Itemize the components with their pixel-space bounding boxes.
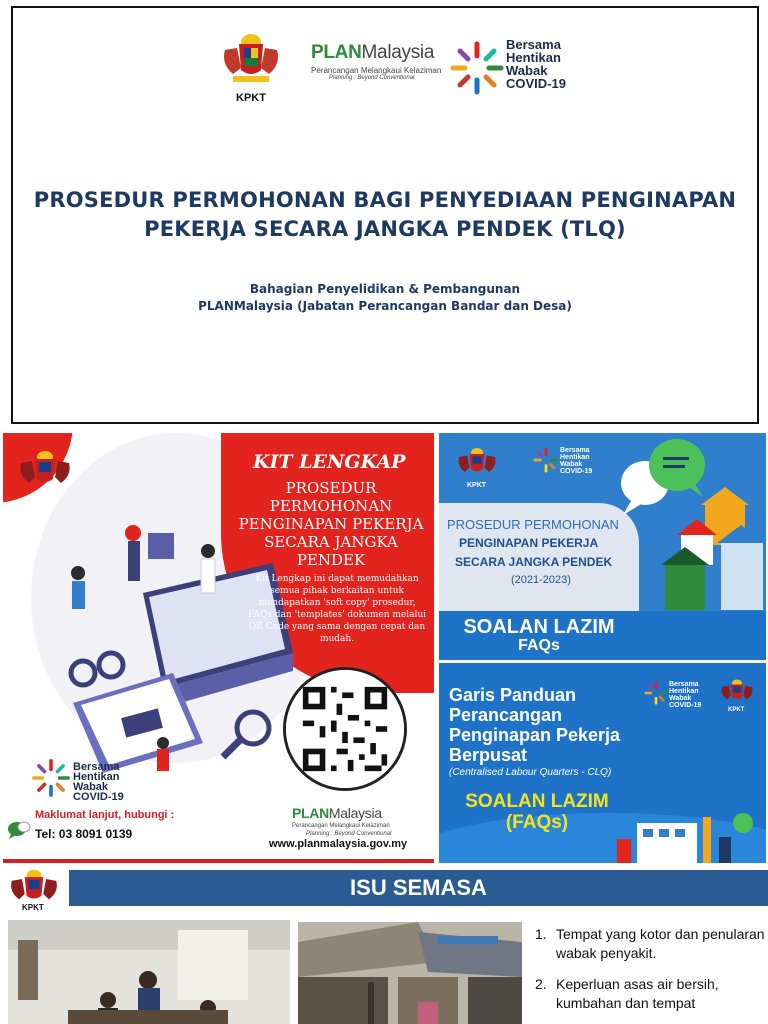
kit-covid-line-2: Hentikan: [73, 771, 120, 783]
kpkt-label: KPKT: [236, 92, 266, 104]
faq1-line-4: (2021-2023): [511, 574, 571, 586]
slide-subtitle-line-2: PLANMalaysia (Jabatan Perancangan Bandar dan Desa): [198, 299, 572, 313]
faq2-covid-line-3: Wabak: [669, 695, 692, 702]
kit-contact-label: Maklumat lanjut, hubungi :: [35, 809, 175, 821]
faq2-building-illustration-icon: [607, 803, 766, 863]
covid-line-2: Hentikan: [506, 50, 561, 65]
covid-campaign-logo: [449, 30, 589, 100]
faq1-faqs: FAQs: [518, 637, 560, 654]
covid-line-1: Bersama: [506, 37, 561, 52]
list-item-text: Keperluan asas air bersih, kumbahan dan tempat: [556, 976, 719, 1011]
list-item-number: 1.: [535, 926, 547, 942]
faq2-faqs-text: (FAQs): [505, 812, 569, 833]
faq1-covid-line-2: Hentikan: [560, 454, 590, 461]
faq2-covid-line-1: Bersama: [669, 681, 699, 688]
kit-heading-line-4: SECARA JANGKA PENDEK: [264, 533, 398, 569]
isu-kpkt-label: KPKT: [22, 903, 44, 912]
kit-planmalaysia-logo: [292, 805, 391, 837]
plan-light: Malaysia: [361, 42, 435, 63]
faq2-subtitle: (Centralised Labour Quarters - CLQ): [449, 767, 612, 778]
faq1-soalan-lazim: SOALAN LAZIM: [463, 616, 615, 638]
slide-title: [13, 186, 757, 244]
kit-heading: [231, 479, 431, 569]
faq1-covid-burst-icon: [533, 447, 559, 473]
faq2-covid-line-2: Hentikan: [669, 688, 699, 695]
slide-subtitle-line-1: Bahagian Penyelidikan & Pembangunan: [249, 282, 521, 296]
kit-covid-line-4: COVID-19: [73, 791, 124, 803]
kit-plan-tagline-en: Planning : Beyond Conventional: [306, 831, 392, 837]
faq1-covid-line-1: Bersama: [560, 447, 590, 454]
plan-logo-name: [311, 42, 446, 64]
faq2-title: [449, 685, 620, 765]
list-item-number: 2.: [535, 976, 547, 992]
faq2-soalan-text: SOALAN LAZIM: [465, 791, 609, 812]
qr-code-icon: [286, 670, 404, 788]
isu-semasa-banner: [69, 870, 768, 906]
malaysia-crest-icon: [219, 30, 283, 88]
faq-poster-prosedur: [439, 433, 766, 660]
slide-subtitle: [13, 281, 757, 315]
isu-semasa-list: [535, 925, 765, 1024]
kit-plan-bold: PLAN: [292, 805, 329, 821]
slide-title-line-1: PROSEDUR PERMOHONAN BAGI PENYEDIAAN PENGINAPAN: [33, 188, 737, 212]
faq2-title-line-2: Perancangan: [449, 705, 563, 725]
plan-bold: PLAN: [311, 42, 362, 63]
faq1-kpkt-crest-icon: [455, 445, 499, 481]
kit-kpkt-label: KPKT: [31, 496, 53, 505]
faq2-title-line-1: Garis Panduan: [449, 685, 577, 705]
faq2-kpkt-label: KPKT: [728, 707, 745, 713]
covid-campaign-text: [506, 38, 566, 90]
faq2-title-line-4: Berpusat: [449, 745, 528, 765]
faq1-covid-line-4: COVID-19: [560, 468, 593, 475]
kit-covid-text: [73, 762, 143, 802]
faq2-covid-line-4: COVID-19: [669, 702, 702, 709]
kit-plan-name: [292, 805, 391, 821]
faq2-kpkt-crest-icon: [719, 677, 755, 707]
list-item-text: Tempat yang kotor dan penularan wabak penyakit.: [556, 926, 765, 961]
faq2-covid-text: [669, 681, 701, 709]
plan-tagline: Perancangan Melangkaui Kelaziman: [311, 66, 442, 75]
kit-plan-light: Malaysia: [328, 805, 382, 821]
workers-room-image-icon: [8, 920, 290, 1024]
kit-telephone[interactable]: Tel: 03 8091 0139: [35, 827, 133, 841]
qr-code[interactable]: [283, 667, 407, 791]
faq2-soalan-lazim: [457, 791, 617, 833]
squatter-housing-image-icon: [298, 922, 522, 1024]
squatter-housing-photo: [298, 922, 522, 1024]
slide-title-line-2: PEKERJA SECARA JANGKA PENDEK (TLQ): [144, 217, 626, 241]
faq1-line-2: PENGINAPAN PEKERJA: [459, 536, 599, 550]
list-item: [535, 925, 765, 963]
faq2-covid-logo: [644, 681, 718, 711]
chat-icon: [7, 820, 31, 840]
kit-heading-line-3: PENGINAPAN PEKERJA: [238, 515, 424, 533]
kit-title: KIT LENGKAP: [253, 451, 406, 473]
covid-burst-icon: [449, 40, 505, 96]
faq1-kpkt-label: KPKT: [467, 482, 487, 489]
faq1-covid-logo: [533, 447, 613, 479]
faq1-line-3: SECARA JANGKA PENDEK: [455, 555, 613, 569]
kit-description: Kit Lengkap ini dapat memudahkan semua pihak berkaitan untuk mendapatkan 'soft copy' prosedur, FAQs dan 'templates' dokumen melalui QR Code yang sama dengan cepat dan mudah.: [247, 574, 427, 644]
plan-tagline-en: Planning : Beyond Conventional: [329, 75, 415, 81]
faq2-title-line-3: Penginapan Pekerja: [449, 725, 621, 745]
covid-line-4: COVID-19: [506, 76, 566, 91]
faq1-line-1: PROSEDUR PERMOHONAN: [447, 517, 619, 532]
kit-heading-line-1: PROSEDUR: [285, 479, 377, 497]
isu-semasa-title: ISU SEMASA: [350, 875, 487, 900]
kit-covid-burst-icon: [31, 758, 71, 798]
kit-plan-tagline: Perancangan Melangkaui Kelaziman: [292, 823, 390, 829]
kit-covid-line-3: Wabak: [73, 781, 109, 793]
faq1-covid-text: [560, 447, 592, 475]
houses-chat-illustration-icon: [617, 435, 766, 610]
kpkt-logo: [209, 24, 293, 114]
faq-poster-garis-panduan: [439, 663, 766, 863]
kit-website-link[interactable]: www.planmalaysia.gov.my: [269, 838, 408, 850]
list-item: [535, 975, 765, 1013]
covid-line-3: Wabak: [506, 63, 548, 78]
kit-covid-line-1: Bersama: [73, 761, 120, 773]
workers-quarters-photo: [8, 920, 290, 1024]
kit-lengkap-poster: [3, 433, 434, 863]
faq2-covid-burst-icon: [644, 681, 668, 705]
faq1-covid-line-3: Wabak: [560, 461, 583, 468]
logo-row: [13, 24, 757, 114]
kit-heading-line-2: PERMOHONAN: [269, 497, 393, 515]
planmalaysia-logo: [311, 42, 446, 102]
title-slide: [11, 6, 759, 424]
